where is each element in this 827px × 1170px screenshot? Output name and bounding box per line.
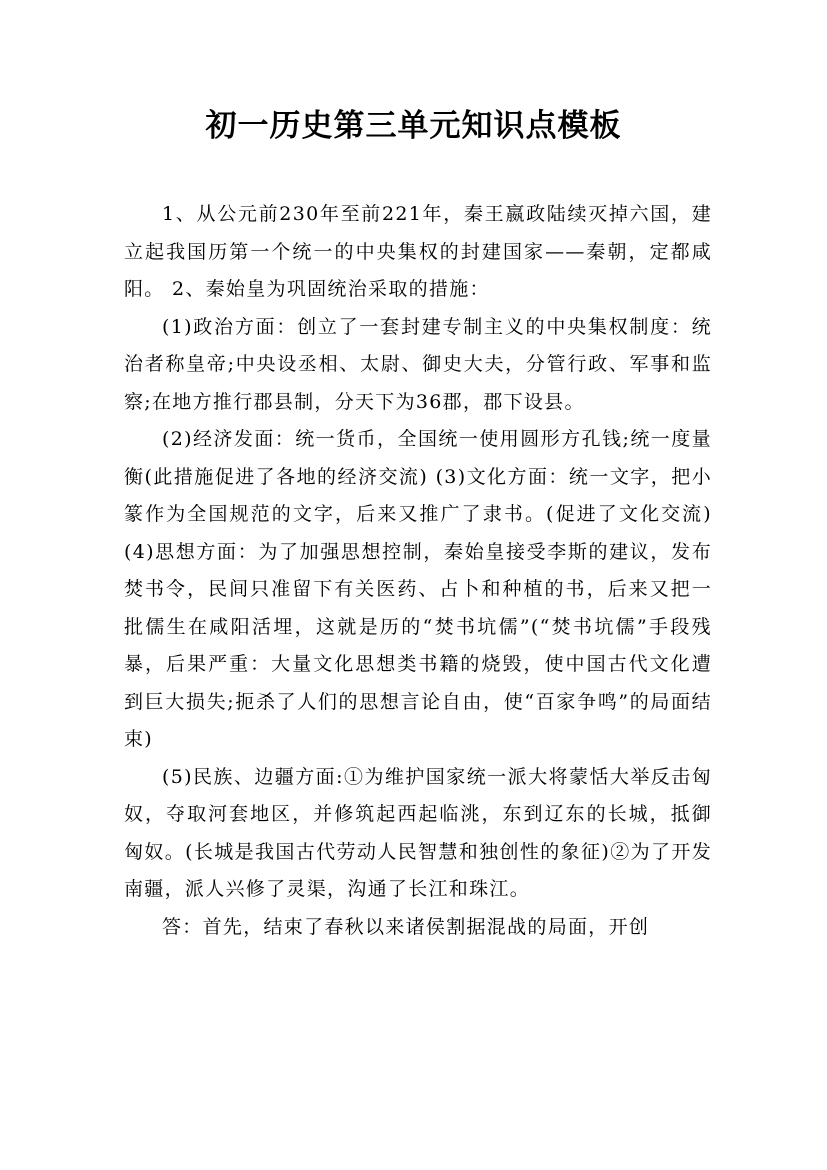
paragraph-ethnic-border-measures: (5)民族、边疆方面:①为维护国家统一派大将蒙恬大举反击匈奴，夺取河套地区，并修筑起西起临洮，东到辽东的长城，抵御匈奴。(长城是我国古代劳动人民智慧和独创性的象征)②为了开发南疆，派人兴修了灵渠，沟通了长江和珠江。 — [124, 765, 712, 900]
paragraph-answer: 答：首先，结束了春秋以来诸侯割据混战的局面，开创 — [162, 915, 650, 938]
paragraph-qin-unification: 1、从公元前230年至前221年，秦王嬴政陆续灭掉六国，建立起我国历第一个统一的中央集权的封建国家——秦朝，定都咸阳。 2、秦始皇为巩固统治采取的措施： — [124, 203, 712, 300]
document-title: 初一历史第三单元知识点模板 — [205, 108, 622, 144]
document-body — [124, 196, 712, 946]
paragraph-political-measures: (1)政治方面：创立了一套封建专制主义的中央集权制度：统治者称皇帝;中央设丞相、太尉、御史大夫，分管行政、军事和监察;在地方推行郡县制，分天下为36郡，郡下设县。 — [124, 315, 712, 413]
paragraph-economic-cultural-measures: (2)经济发面：统一货币，全国统一使用圆形方孔钱;统一度量衡(此措施促进了各地的经济交流) (3)文化方面：统一文字，把小篆作为全国规范的文字，后来又推广了隶书。(促进了文化交流) (4)思想方面：为了加强思想控制，秦始皇接受李斯的建议，发布焚书令，民间只准留下有关医药、占卜和种植的书，后来又把一批儒生在咸阳活埋，这就是历的“焚书坑儒”(“焚书坑儒”手段残暴，后果严重：大量文化思想类书籍的烧毁，使中国古代文化遭到巨大损失;扼杀了人们的思想言论自由，使“百家争鸣”的局面结束) — [124, 428, 712, 750]
